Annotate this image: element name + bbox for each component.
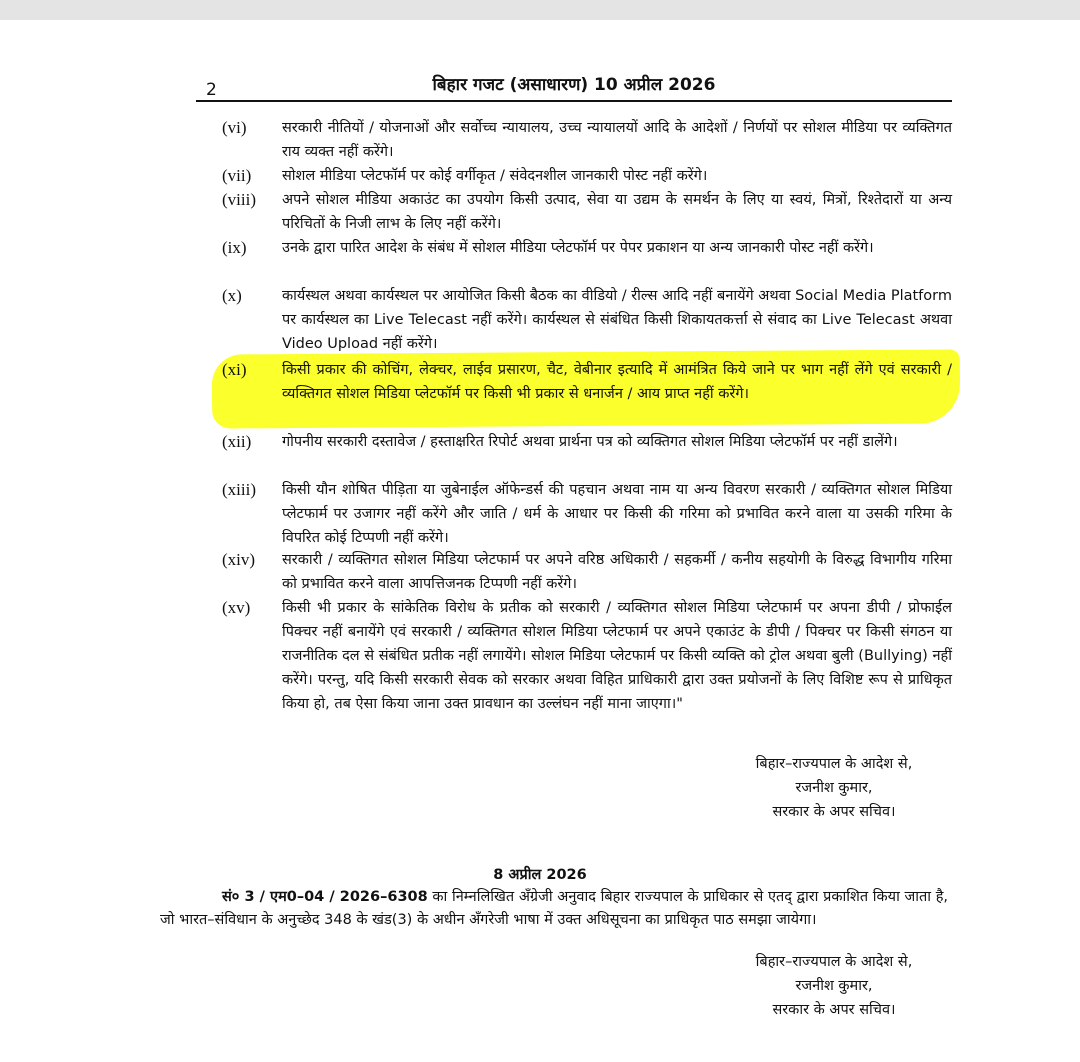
clause-xv	[196, 596, 952, 716]
clause-text: किसी भी प्रकार के सांकेतिक विरोध के प्रतीक को सरकारी / व्यक्तिगत सोशल मिडिया प्लेटफार्म पर अपना डीपी / प्रोफाईल पिक्चर नहीं बनायेंगे एवं सरकारी / व्यक्तिगत सोशल मिडिया प्लेटफार्म पर अपने एकाउंट के डीपी / पिक्चर पर किसी संगठन या राजनीतिक दल से संबंधित प्रतीक नहीं लगायेंगे। सोशल मिडिया प्लेटफार्म पर किसी व्यक्ति को ट्रोल अथवा बुली (Bullying) नहीं करेंगे। परन्तु, यदि किसी सरकारी सेवक को सरकार अथवा विहित प्राधिकारी द्वारा उक्त प्रयोजनों के लिए विशिष्ट रूप से प्राधिकृत किया हो, तब ऐसा किया जाना उक्त प्रावधान का उल्लंघन नहीं माना जाएगा।"	[282, 600, 952, 712]
clause-text: उनके द्वारा पारित आदेश के संबंध में सोशल मीडिया प्लेटफॉर्म पर पेपर प्रकाशन या अन्य जानकारी पोस्ट नहीं करेंगे।	[282, 240, 874, 256]
clause-text: अपने सोशल मीडिया अकाउंट का उपयोग किसी उत्पाद, सेवा या उद्यम के समर्थन के लिए या स्वयं, मित्रों, रिश्तेदारों या अन्य परिचितों के निजी लाभ के लिए नहीं करेंगे।	[282, 192, 952, 232]
clause-number: (xi)	[222, 360, 247, 379]
clause-xi	[196, 358, 952, 406]
signature-line-name: रजनीश कुमार,	[795, 780, 873, 796]
clause-ix	[196, 236, 952, 260]
clause-xiv	[196, 548, 952, 596]
page-number: 2	[206, 80, 217, 100]
clause-xii	[196, 430, 952, 454]
clause-number: (xiii)	[222, 480, 256, 499]
clause-number: (viii)	[222, 190, 256, 209]
signature-line-order: बिहार–राज्यपाल के आदेश से,	[755, 756, 913, 772]
clause-text: किसी यौन शोषित पीड़िता या जुबेनाईल ऑफेन्डर्स की पहचान अथवा नाम या अन्य विवरण सरकारी / व्यक्तिगत सोशल मिडिया प्लेटफार्म पर उजागर नहीं करेंगे और जाति / धर्म के आधार पर किसी की गरिमा को प्रभावित करने वाला या उसकी गरिमा के विपरित कोई टिप्पणी नहीं करेंगे।	[282, 482, 952, 546]
signature-block-2	[716, 950, 952, 1022]
clause-text: सोशल मीडिया प्लेटफॉर्म पर कोई वर्गीकृत / संवेदनशील जानकारी पोस्ट नहीं करेंगे।	[282, 168, 708, 184]
clause-number: (vi)	[222, 118, 247, 137]
notice-paragraph	[160, 886, 948, 932]
clause-text: गोपनीय सरकारी दस्तावेज / हस्ताक्षरित रिपोर्ट अथवा प्रार्थना पत्र को व्यक्तिगत सोशल मिडिया प्लेटफॉर्म पर नहीं डालेंगे।	[282, 434, 898, 450]
signature-line-name: रजनीश कुमार,	[795, 978, 873, 994]
gazette-header	[196, 70, 952, 102]
clause-text: सरकारी नीतियों / योजनाओं और सर्वोच्च न्यायालय, उच्च न्यायालयों आदि के आदेशों / निर्णयों पर सोशल मीडिया पर व्यक्तिगत राय व्यक्त नहीं करेंगे।	[282, 120, 952, 160]
signature-line-designation: सरकार के अपर सचिव।	[772, 1002, 896, 1018]
clause-xiii	[196, 478, 952, 550]
clause-x	[196, 284, 952, 356]
clause-text: सरकारी / व्यक्तिगत सोशल मिडिया प्लेटफार्म पर अपने वरिष्ठ अधिकारी / सहकर्मी / कनीय सहयोगी के विरुद्ध विभागीय गरिमा को प्रभावित करने वाला आपत्तिजनक टिप्पणी नहीं करेंगे।	[282, 552, 952, 592]
gazette-title: बिहार गजट (असाधारण) 10 अप्रील 2026	[432, 75, 716, 95]
clause-text: कार्यस्थल अथवा कार्यस्थल पर आयोजित किसी बैठक का वीडियो / रील्स आदि नहीं बनायेंगे अथवा Social Media Platform पर कार्यस्थल का Live Telecast नहीं करेंगे। कार्यस्थल से संबंधित किसी शिकायतकर्त्ता से संवाद का Live Telecast अथवा Video Upload नहीं करेंगे।	[282, 288, 952, 352]
notice-reference: सं० 3 / एम0–04 / 2026–6308	[222, 889, 428, 905]
top-bar	[0, 0, 1080, 20]
notice-text: का निम्नलिखित अँग्रेजी अनुवाद बिहार राज्यपाल के प्राधिकार से एतद् द्वारा प्रकाशित किया जाता है, जो भारत–संविधान के अनुच्छेद 348 के खंड(3) के अधीन अँगरेजी भाषा में उक्त अधिसूचना का प्राधिकृत पाठ समझा जायेगा।	[160, 889, 949, 928]
clause-text: किसी प्रकार की कोचिंग, लेक्चर, लाईव प्रसारण, चैट, वेबीनार इत्यादि में आमंत्रित किये जाने पर भाग नहीं लेंगे एवं सरकारी / व्यक्तिगत सोशल मिडिया प्लेटफॉर्म पर किसी भी प्रकार से धनार्जन / आय प्राप्त नहीं करेंगे।	[282, 362, 952, 402]
clause-number: (xiv)	[222, 550, 256, 569]
clause-number: (xv)	[222, 598, 251, 617]
notice-date: 8 अप्रील 2026	[493, 867, 587, 883]
clause-viii	[196, 188, 952, 236]
signature-block-1	[716, 752, 952, 824]
clause-number: (xii)	[222, 432, 252, 451]
clause-number: (vii)	[222, 166, 252, 185]
signature-line-order: बिहार–राज्यपाल के आदेश से,	[755, 954, 913, 970]
clause-vi	[196, 116, 952, 164]
clause-number: (x)	[222, 286, 242, 305]
signature-line-designation: सरकार के अपर सचिव।	[772, 804, 896, 820]
clause-vii	[196, 164, 952, 188]
clause-number: (ix)	[222, 238, 247, 257]
